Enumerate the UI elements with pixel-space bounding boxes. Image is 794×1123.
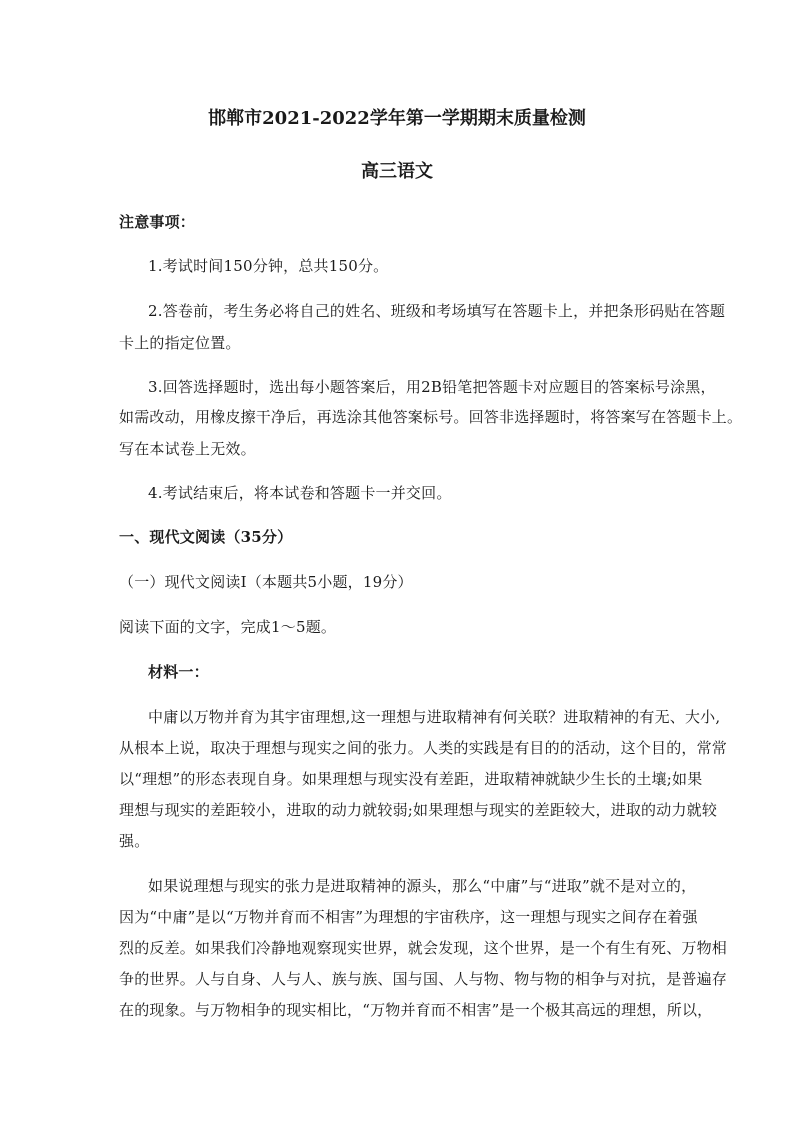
notice-line: 卡上的指定位置。 xyxy=(119,334,241,352)
paragraph-line: 烈的反差。如果我们冷静地观察现实世界，就会发现，这个世界，是一个有生有死、万物相 xyxy=(119,939,728,957)
exam-subject: 高三语文 xyxy=(361,161,433,182)
section-heading: 一、现代文阅读（35分） xyxy=(119,528,293,546)
reading-instruction: 阅读下面的文字，完成1～5题。 xyxy=(119,618,337,636)
paragraph-line: 因为“中庸”是以“万物并育而不相害”为理想的宇宙秩序，这一理想与现实之间存在着强 xyxy=(119,908,698,926)
subsection-heading: （一）现代文阅读Ⅰ（本题共5小题，19分） xyxy=(119,573,413,591)
notice-line: 4.考试结束后，将本试卷和答题卡一并交回。 xyxy=(148,484,452,502)
paragraph-line: 以“理想”的形态表现自身。如果理想与现实没有差距，进取精神就缺少生长的土壤;如果 xyxy=(119,770,703,788)
paragraph-line: 争的世界。人与自身、人与人、族与族、国与国、人与物、物与物的相争与对抗，是普遍存 xyxy=(119,970,728,988)
notice-line: 如需改动，用橡皮擦干净后，再选涂其他答案标号。回答非选择题时，将答案写在答题卡上。 xyxy=(119,408,743,426)
notice-line: 1.考试时间150分钟，总共150分。 xyxy=(148,257,389,275)
notice-line: 2.答卷前，考生务必将自己的姓名、班级和考场填写在答题卡上，并把条形码贴在答题 xyxy=(148,302,726,320)
notice-heading: 注意事项： xyxy=(119,213,196,231)
paragraph-line: 在的现象。与万物相争的现实相比，“万物并育而不相害”是一个极其高远的理想，所以， xyxy=(119,1001,713,1019)
paragraph-line: 中庸以万物并育为其宇宙理想,这一理想与进取精神有何关联？进取精神的有无、大小, xyxy=(148,708,721,726)
paragraph-line: 强。 xyxy=(119,832,150,850)
exam-title: 邯郸市2021-2022学年第一学期期末质量检测 xyxy=(208,108,586,129)
paragraph-line: 理想与现实的差距较小，进取的动力就较弱;如果理想与现实的差距较大，进取的动力就较 xyxy=(119,801,718,819)
notice-line: 写在本试卷上无效。 xyxy=(119,440,256,458)
paragraph-line: 从根本上说，取决于理想与现实之间的张力。人类的实践是有目的的活动，这个目的，常常 xyxy=(119,739,728,757)
material-label: 材料一： xyxy=(148,663,209,681)
notice-line: 3.回答选择题时，选出每小题答案后，用2B铅笔把答题卡对应题目的答案标号涂黑， xyxy=(148,378,716,396)
paragraph-line: 如果说理想与现实的张力是进取精神的源头，那么“中庸”与“进取”就不是对立的， xyxy=(148,877,697,895)
